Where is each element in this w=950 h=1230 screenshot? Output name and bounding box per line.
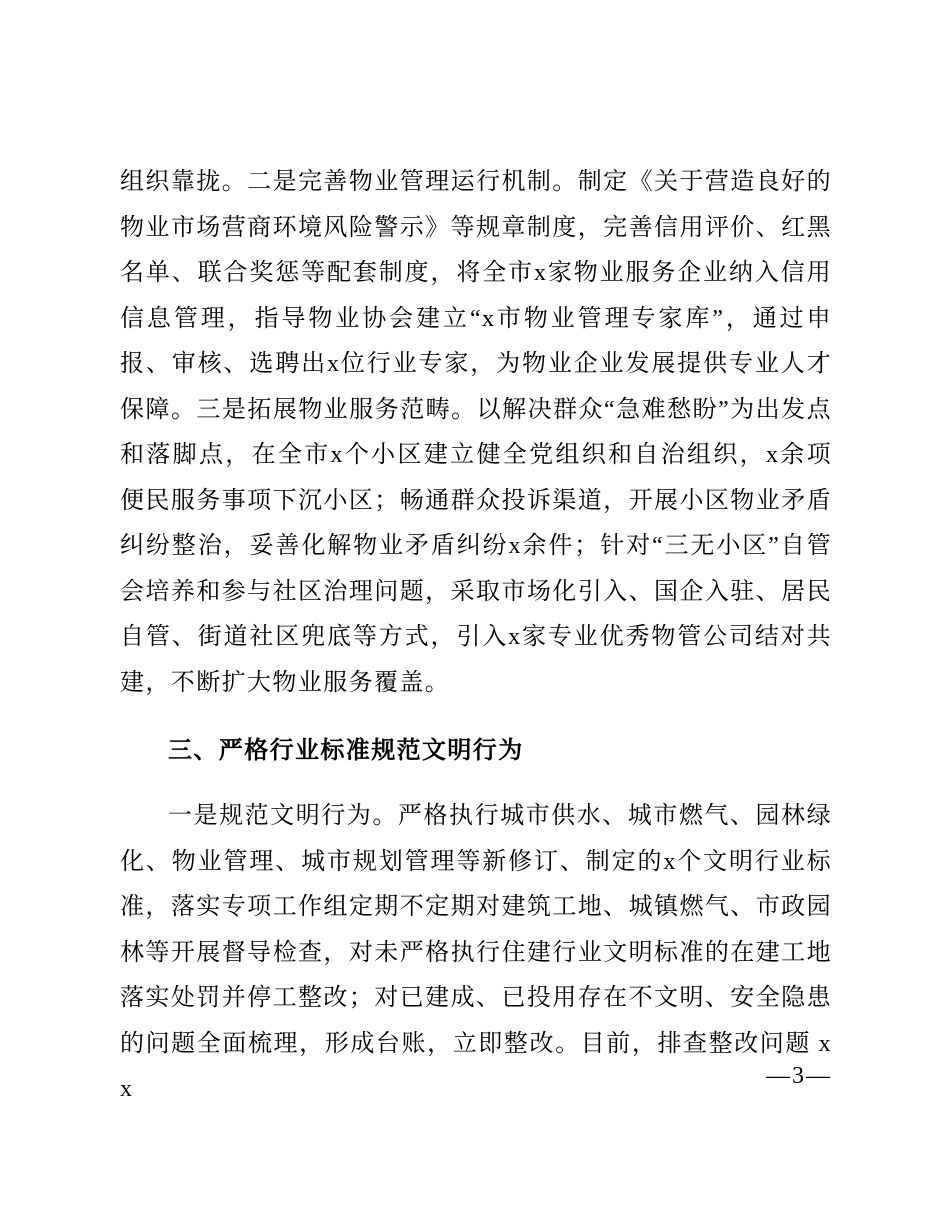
section-heading: 三、严格行业标准规范文明行为: [168, 737, 524, 764]
paragraph-continuation: 组织靠拢。二是完善物业管理运行机制。制定《关于营造良好的物业市场营商环境风险警示》等规章制度，完善信用评价、红黑名单、联合奖惩等配套制度，将全市x家物业服务企业纳入信用信息管理，指导物业协会建立“x市物业管理专家库”，通过申报、审核、选聘出x位行业专家，为物业企业发展提供专业人才保障。三是拓展物业服务范畴。以解决群众“急难愁盼”为出发点和落脚点，在全市x个小区建立健全党组织和自治组织，x余项便民服务事项下沉小区；畅通群众投诉渠道，开展小区物业矛盾纠纷整治，妥善化解物业矛盾纠纷x余件；针对“三无小区”自管会培养和参与社区治理问题，采取市场化引入、国企入驻、居民自管、街道社区兜底等方式，引入x家专业优秀物管公司结对共建，不断扩大物业服务覆盖。: [120, 169, 832, 696]
page-number: —3—: [766, 1063, 832, 1089]
paragraph-body: 一是规范文明行为。严格执行城市供水、城市燃气、园林绿化、物业管理、城市规划管理等新修订、制定的x个文明行业标准，落实专项工作组定期不定期对建筑工地、城镇燃气、市政园林等开展督导检查，对未严格执行住建行业文明标准的在建工地落实处罚并停工整改；对已建成、已投用存在不文明、安全隐患的问题全面梳理，形成台账，立即整改。目前，排查整改问题 xx: [120, 803, 832, 1102]
